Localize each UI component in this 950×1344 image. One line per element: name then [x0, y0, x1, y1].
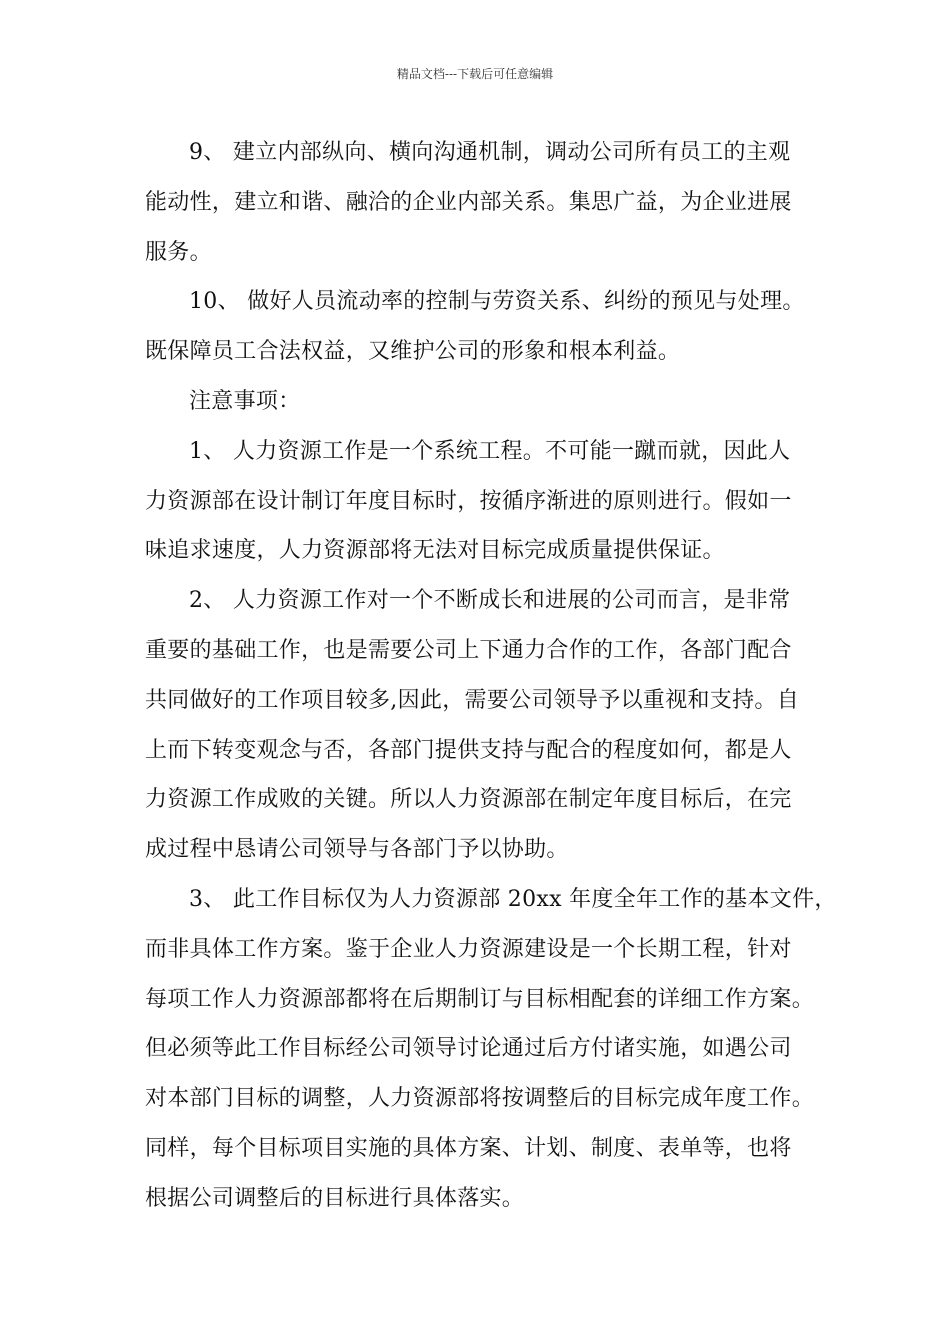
text-line: 共同做好的工作项目较多,因此，需要公司领导予以重视和支持。自	[145, 687, 799, 713]
text-line: 2、 人力资源工作对一个不断成长和进展的公司而言，是非常	[189, 588, 791, 614]
page-header: 精品文档---下载后可任意编辑	[396, 67, 554, 81]
note-item-3	[145, 875, 837, 1224]
notes-heading	[145, 377, 817, 427]
text-line: 重要的基础工作，也是需要公司上下通力合作的工作，各部门配合	[145, 637, 792, 663]
note-item-1	[145, 427, 817, 576]
text-line: 1、 人力资源工作是一个系统工程。不可能一蹴而就，因此人	[189, 438, 791, 464]
text-line: 同样，每个目标项目实施的具体方案、计划、制度、表单等，也将	[145, 1135, 792, 1161]
text-line: 10、 做好人员流动率的控制与劳资关系、纠纷的预见与处理。	[189, 289, 805, 315]
text-line: 每项工作人力资源部都将在后期制订与目标相配套的详细工作方案。	[145, 986, 815, 1012]
text-line: 9、 建立内部纵向、横向沟通机制，调动公司所有员工的主观	[189, 140, 791, 165]
text-line: 但必须等此工作目标经公司领导讨论通过后方付诸实施，如遇公司	[145, 1036, 792, 1062]
text-line: 既保障员工合法权益，又维护公司的形象和根本利益。	[145, 339, 681, 365]
text-line: 服务。	[145, 239, 212, 265]
text-line: 力资源部在设计制订年度目标时，按循序渐进的原则进行。假如一	[145, 488, 792, 514]
text-line: 成过程中恳请公司领导与各部门予以协助。	[145, 837, 569, 863]
text-line: 3、 此工作目标仅为人力资源部 20xx 年度全年工作的基本文件，	[189, 886, 837, 912]
document-body	[145, 128, 837, 1224]
text-line: 对本部门目标的调整，人力资源部将按调整后的目标完成年度工作。	[145, 1086, 815, 1112]
text-line: 上而下转变观念与否，各部门提供支持与配合的程度如何，都是人	[145, 737, 792, 763]
paragraph-item-10	[145, 277, 817, 377]
paragraph-item-9	[145, 128, 817, 277]
text-line: 力资源工作成败的关键。所以人力资源部在制定年度目标后，在完	[145, 787, 792, 813]
text-line: 注意事项：	[189, 388, 301, 414]
note-item-2	[145, 576, 817, 875]
text-line: 能动性，建立和谐、融洽的企业内部关系。集思广益，为企业进展	[145, 189, 792, 215]
text-line: 而非具体工作方案。鉴于企业人力资源建设是一个长期工程，针对	[145, 936, 792, 962]
text-line: 味追求速度，人力资源部将无法对目标完成质量提供保证。	[145, 538, 725, 564]
text-line: 根据公司调整后的目标进行具体落实。	[145, 1185, 525, 1211]
